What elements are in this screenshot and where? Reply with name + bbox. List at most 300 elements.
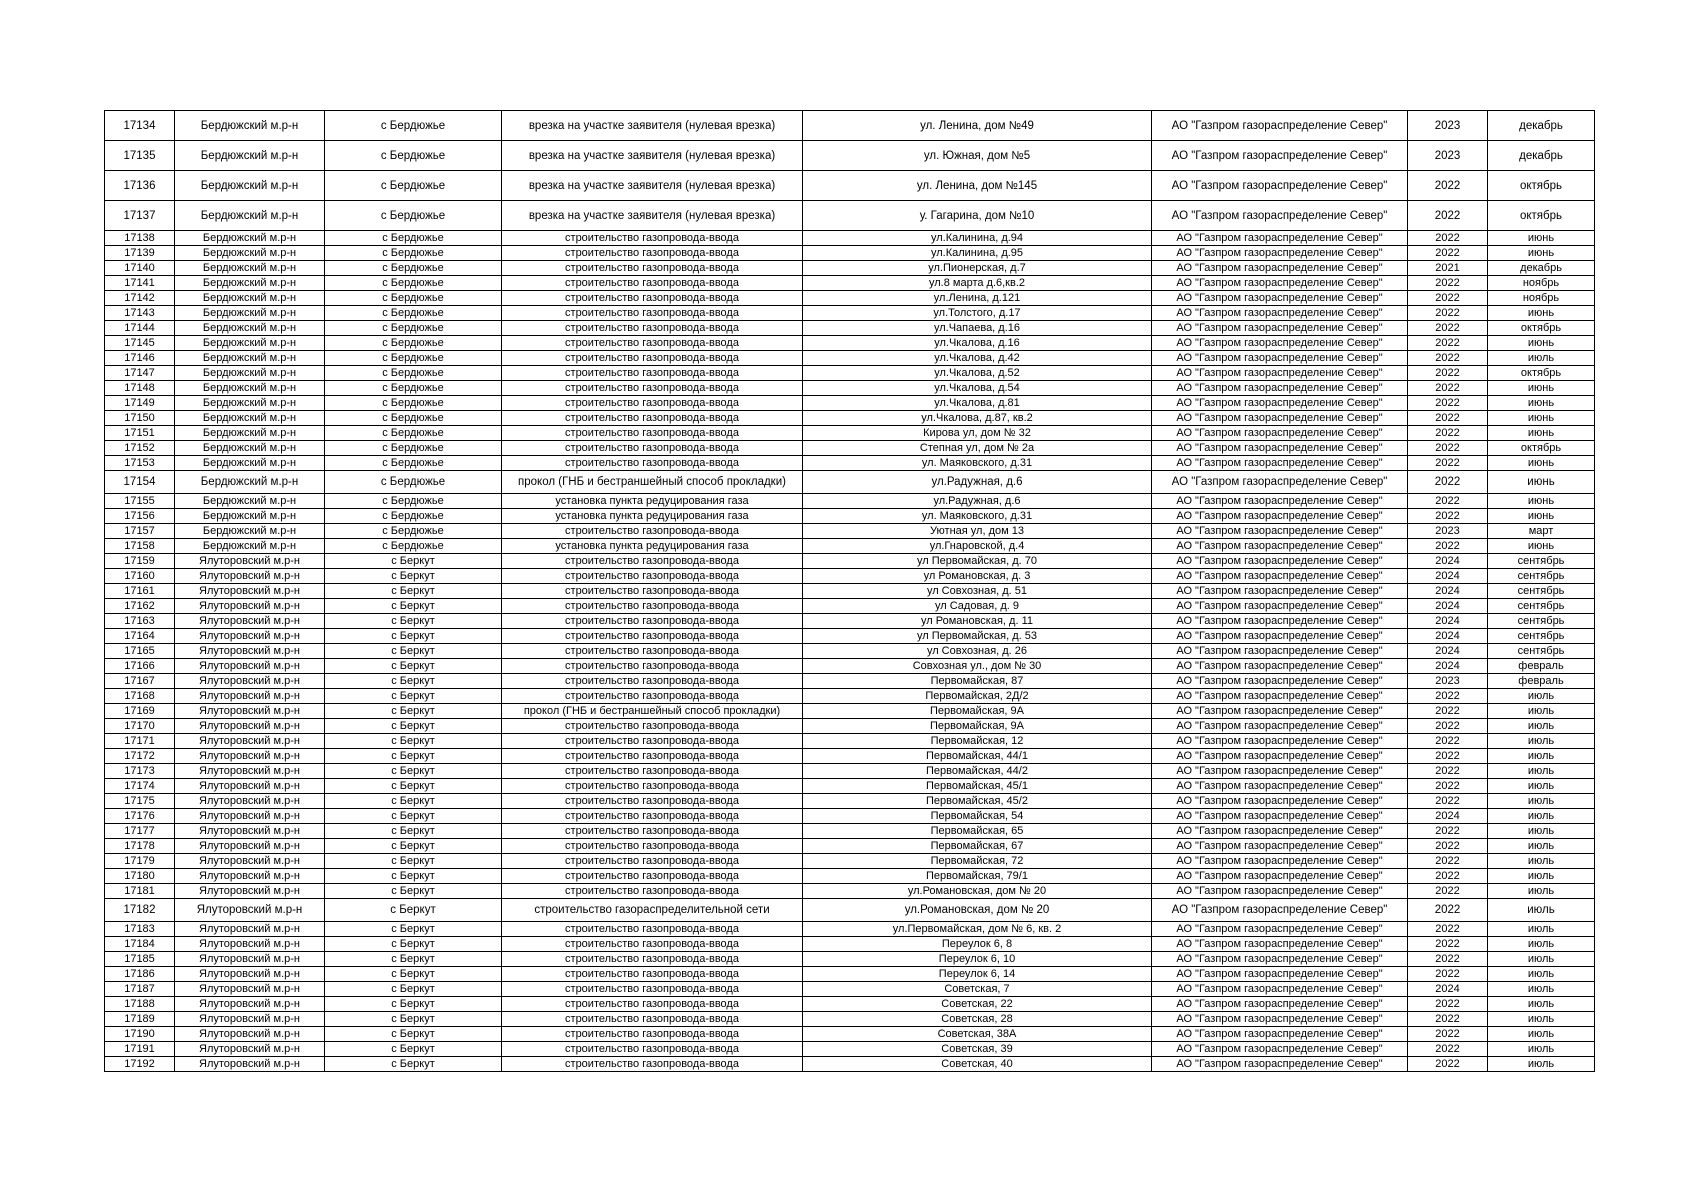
cell-month: июль <box>1488 922 1595 937</box>
table-row <box>105 674 1595 689</box>
cell-year: 2022 <box>1408 854 1488 869</box>
cell-district: Ялуторовский м.р-н <box>175 899 325 922</box>
cell-month: июль <box>1488 937 1595 952</box>
cell-work-type: строительство газопровода-ввода <box>502 614 803 629</box>
cell-year: 2022 <box>1408 1012 1488 1027</box>
cell-year: 2022 <box>1408 704 1488 719</box>
cell-month: сентябрь <box>1488 599 1595 614</box>
cell-work-type: строительство газопровода-ввода <box>502 524 803 539</box>
cell-work-type: строительство газопровода-ввода <box>502 351 803 366</box>
cell-settlement: с Беркут <box>325 689 502 704</box>
table-row <box>105 779 1595 794</box>
cell-work-type: прокол (ГНБ и бестраншейный способ прокладки) <box>502 471 803 494</box>
cell-district: Бердюжский м.р-н <box>175 366 325 381</box>
cell-address: Советская, 39 <box>803 1042 1152 1057</box>
cell-address: Советская, 28 <box>803 1012 1152 1027</box>
cell-settlement: с Беркут <box>325 854 502 869</box>
cell-work-type: строительство газопровода-ввода <box>502 569 803 584</box>
cell-work-type: строительство газопровода-ввода <box>502 1042 803 1057</box>
table-row <box>105 899 1595 922</box>
cell-district: Бердюжский м.р-н <box>175 381 325 396</box>
cell-work-type: строительство газопровода-ввода <box>502 952 803 967</box>
cell-address: Советская, 22 <box>803 997 1152 1012</box>
cell-year: 2022 <box>1408 201 1488 231</box>
cell-settlement: с Беркут <box>325 1027 502 1042</box>
table-row <box>105 246 1595 261</box>
cell-settlement: с Беркут <box>325 674 502 689</box>
cell-work-type: врезка на участке заявителя (нулевая врезка) <box>502 201 803 231</box>
cell-number: 17174 <box>105 779 175 794</box>
cell-work-type: строительство газопровода-ввода <box>502 884 803 899</box>
cell-number: 17164 <box>105 629 175 644</box>
cell-settlement: с Бердюжье <box>325 456 502 471</box>
cell-address: Первомайская, 72 <box>803 854 1152 869</box>
cell-settlement: с Бердюжье <box>325 141 502 171</box>
cell-settlement: с Беркут <box>325 734 502 749</box>
cell-month: октябрь <box>1488 441 1595 456</box>
table-row <box>105 734 1595 749</box>
cell-year: 2023 <box>1408 111 1488 141</box>
cell-year: 2022 <box>1408 899 1488 922</box>
cell-year: 2024 <box>1408 614 1488 629</box>
cell-work-type: строительство газопровода-ввода <box>502 426 803 441</box>
cell-settlement: с Бердюжье <box>325 261 502 276</box>
cell-settlement: с Беркут <box>325 809 502 824</box>
cell-number: 17188 <box>105 997 175 1012</box>
cell-district: Бердюжский м.р-н <box>175 471 325 494</box>
cell-number: 17165 <box>105 644 175 659</box>
cell-number: 17140 <box>105 261 175 276</box>
cell-settlement: с Бердюжье <box>325 336 502 351</box>
cell-number: 17175 <box>105 794 175 809</box>
cell-district: Ялуторовский м.р-н <box>175 1012 325 1027</box>
cell-district: Ялуторовский м.р-н <box>175 854 325 869</box>
cell-number: 17186 <box>105 967 175 982</box>
cell-number: 17192 <box>105 1057 175 1072</box>
cell-month: июнь <box>1488 231 1595 246</box>
cell-number: 17185 <box>105 952 175 967</box>
table-row <box>105 1012 1595 1027</box>
cell-number: 17191 <box>105 1042 175 1057</box>
cell-work-type: строительство газопровода-ввода <box>502 749 803 764</box>
cell-address: ул.Калинина, д.95 <box>803 246 1152 261</box>
cell-number: 17147 <box>105 366 175 381</box>
cell-number: 17167 <box>105 674 175 689</box>
table-row <box>105 291 1595 306</box>
cell-address: Первомайская, 44/2 <box>803 764 1152 779</box>
cell-year: 2022 <box>1408 779 1488 794</box>
cell-district: Бердюжский м.р-н <box>175 441 325 456</box>
table-row <box>105 366 1595 381</box>
cell-address: ул Первомайская, д. 53 <box>803 629 1152 644</box>
cell-number: 17149 <box>105 396 175 411</box>
cell-organization: АО "Газпром газораспределение Север" <box>1152 539 1408 554</box>
cell-organization: АО "Газпром газораспределение Север" <box>1152 396 1408 411</box>
cell-month: июнь <box>1488 509 1595 524</box>
cell-district: Бердюжский м.р-н <box>175 396 325 411</box>
cell-number: 17142 <box>105 291 175 306</box>
cell-work-type: установка пункта редуцирования газа <box>502 539 803 554</box>
cell-year: 2023 <box>1408 141 1488 171</box>
cell-district: Бердюжский м.р-н <box>175 306 325 321</box>
cell-district: Ялуторовский м.р-н <box>175 809 325 824</box>
cell-address: Советская, 40 <box>803 1057 1152 1072</box>
cell-district: Ялуторовский м.р-н <box>175 922 325 937</box>
cell-number: 17181 <box>105 884 175 899</box>
cell-organization: АО "Газпром газораспределение Север" <box>1152 261 1408 276</box>
cell-work-type: строительство газопровода-ввода <box>502 246 803 261</box>
cell-address: Первомайская, 44/1 <box>803 749 1152 764</box>
cell-district: Бердюжский м.р-н <box>175 539 325 554</box>
cell-district: Ялуторовский м.р-н <box>175 659 325 674</box>
cell-organization: АО "Газпром газораспределение Север" <box>1152 509 1408 524</box>
cell-number: 17145 <box>105 336 175 351</box>
cell-year: 2022 <box>1408 997 1488 1012</box>
table-row <box>105 1042 1595 1057</box>
cell-settlement: с Беркут <box>325 884 502 899</box>
cell-work-type: строительство газопровода-ввода <box>502 276 803 291</box>
table-row <box>105 982 1595 997</box>
cell-work-type: строительство газопровода-ввода <box>502 997 803 1012</box>
cell-number: 17182 <box>105 899 175 922</box>
cell-work-type: строительство газопровода-ввода <box>502 689 803 704</box>
cell-year: 2022 <box>1408 509 1488 524</box>
cell-work-type: прокол (ГНБ и бестраншейный способ прокладки) <box>502 704 803 719</box>
table-row <box>105 261 1595 276</box>
cell-work-type: строительство газопровода-ввода <box>502 854 803 869</box>
cell-work-type: строительство газопровода-ввода <box>502 1012 803 1027</box>
cell-month: июнь <box>1488 396 1595 411</box>
cell-year: 2022 <box>1408 276 1488 291</box>
cell-organization: АО "Газпром газораспределение Север" <box>1152 764 1408 779</box>
cell-year: 2022 <box>1408 794 1488 809</box>
cell-address: ул Первомайская, д. 70 <box>803 554 1152 569</box>
cell-number: 17155 <box>105 494 175 509</box>
cell-number: 17151 <box>105 426 175 441</box>
cell-address: ул.Романовская, дом № 20 <box>803 899 1152 922</box>
cell-number: 17189 <box>105 1012 175 1027</box>
cell-year: 2022 <box>1408 967 1488 982</box>
cell-district: Бердюжский м.р-н <box>175 231 325 246</box>
cell-month: июль <box>1488 1012 1595 1027</box>
cell-district: Бердюжский м.р-н <box>175 291 325 306</box>
cell-year: 2022 <box>1408 456 1488 471</box>
cell-year: 2022 <box>1408 396 1488 411</box>
cell-number: 17190 <box>105 1027 175 1042</box>
cell-address: Уютная ул, дом 13 <box>803 524 1152 539</box>
cell-settlement: с Беркут <box>325 554 502 569</box>
cell-organization: АО "Газпром газораспределение Север" <box>1152 171 1408 201</box>
cell-address: ул.Чкалова, д.16 <box>803 336 1152 351</box>
cell-month: сентябрь <box>1488 554 1595 569</box>
cell-number: 17137 <box>105 201 175 231</box>
cell-district: Ялуторовский м.р-н <box>175 584 325 599</box>
table-row <box>105 719 1595 734</box>
cell-number: 17139 <box>105 246 175 261</box>
cell-organization: АО "Газпром газораспределение Север" <box>1152 276 1408 291</box>
cell-settlement: с Бердюжье <box>325 381 502 396</box>
cell-year: 2024 <box>1408 659 1488 674</box>
cell-year: 2023 <box>1408 674 1488 689</box>
table-row <box>105 644 1595 659</box>
cell-work-type: строительство газораспределительной сети <box>502 899 803 922</box>
cell-organization: АО "Газпром газораспределение Север" <box>1152 494 1408 509</box>
cell-organization: АО "Газпром газораспределение Север" <box>1152 524 1408 539</box>
cell-work-type: строительство газопровода-ввода <box>502 659 803 674</box>
cell-work-type: врезка на участке заявителя (нулевая врезка) <box>502 171 803 201</box>
cell-settlement: с Бердюжье <box>325 231 502 246</box>
table-row <box>105 569 1595 584</box>
cell-organization: АО "Газпром газораспределение Север" <box>1152 1057 1408 1072</box>
cell-settlement: с Бердюжье <box>325 246 502 261</box>
table-row <box>105 704 1595 719</box>
cell-year: 2024 <box>1408 644 1488 659</box>
cell-settlement: с Беркут <box>325 982 502 997</box>
cell-year: 2022 <box>1408 749 1488 764</box>
cell-district: Ялуторовский м.р-н <box>175 764 325 779</box>
cell-organization: АО "Газпром газораспределение Север" <box>1152 809 1408 824</box>
cell-organization: АО "Газпром газораспределение Север" <box>1152 794 1408 809</box>
cell-number: 17168 <box>105 689 175 704</box>
cell-address: ул. Маяковского, д.31 <box>803 456 1152 471</box>
cell-year: 2022 <box>1408 824 1488 839</box>
cell-settlement: с Бердюжье <box>325 111 502 141</box>
cell-organization: АО "Газпром газораспределение Север" <box>1152 426 1408 441</box>
cell-district: Бердюжский м.р-н <box>175 276 325 291</box>
cell-organization: АО "Газпром газораспределение Север" <box>1152 689 1408 704</box>
table-row <box>105 884 1595 899</box>
cell-number: 17173 <box>105 764 175 779</box>
cell-organization: АО "Газпром газораспределение Север" <box>1152 839 1408 854</box>
cell-address: Степная ул, дом № 2а <box>803 441 1152 456</box>
table-row <box>105 659 1595 674</box>
cell-settlement: с Беркут <box>325 794 502 809</box>
cell-settlement: с Беркут <box>325 824 502 839</box>
cell-month: июль <box>1488 1042 1595 1057</box>
cell-address: Первомайская, 45/2 <box>803 794 1152 809</box>
cell-district: Бердюжский м.р-н <box>175 261 325 276</box>
cell-work-type: строительство газопровода-ввода <box>502 1057 803 1072</box>
cell-month: июль <box>1488 899 1595 922</box>
cell-work-type: строительство газопровода-ввода <box>502 599 803 614</box>
cell-address: ул.Чкалова, д.54 <box>803 381 1152 396</box>
table-row <box>105 171 1595 201</box>
cell-work-type: строительство газопровода-ввода <box>502 937 803 952</box>
cell-district: Ялуторовский м.р-н <box>175 719 325 734</box>
table-row <box>105 201 1595 231</box>
cell-number: 17150 <box>105 411 175 426</box>
cell-district: Бердюжский м.р-н <box>175 509 325 524</box>
cell-district: Ялуторовский м.р-н <box>175 839 325 854</box>
cell-work-type: строительство газопровода-ввода <box>502 336 803 351</box>
cell-address: Переулок 6, 10 <box>803 952 1152 967</box>
table-row <box>105 937 1595 952</box>
cell-year: 2022 <box>1408 839 1488 854</box>
cell-number: 17161 <box>105 584 175 599</box>
cell-organization: АО "Газпром газораспределение Север" <box>1152 614 1408 629</box>
cell-settlement: с Беркут <box>325 704 502 719</box>
cell-month: октябрь <box>1488 321 1595 336</box>
cell-month: июль <box>1488 884 1595 899</box>
cell-year: 2022 <box>1408 426 1488 441</box>
table-row <box>105 1057 1595 1072</box>
cell-year: 2024 <box>1408 629 1488 644</box>
cell-year: 2022 <box>1408 719 1488 734</box>
cell-district: Ялуторовский м.р-н <box>175 749 325 764</box>
cell-address: Первомайская, 67 <box>803 839 1152 854</box>
cell-settlement: с Беркут <box>325 569 502 584</box>
cell-number: 17166 <box>105 659 175 674</box>
cell-organization: АО "Газпром газораспределение Север" <box>1152 922 1408 937</box>
cell-settlement: с Беркут <box>325 922 502 937</box>
cell-district: Ялуторовский м.р-н <box>175 937 325 952</box>
cell-work-type: строительство газопровода-ввода <box>502 456 803 471</box>
cell-month: июнь <box>1488 494 1595 509</box>
cell-month: сентябрь <box>1488 569 1595 584</box>
cell-number: 17169 <box>105 704 175 719</box>
cell-address: ул.Толстого, д.17 <box>803 306 1152 321</box>
table-row <box>105 869 1595 884</box>
table-row <box>105 764 1595 779</box>
table-row <box>105 539 1595 554</box>
cell-work-type: строительство газопровода-ввода <box>502 967 803 982</box>
cell-address: Переулок 6, 8 <box>803 937 1152 952</box>
cell-address: ул.Романовская, дом № 20 <box>803 884 1152 899</box>
cell-organization: АО "Газпром газораспределение Север" <box>1152 644 1408 659</box>
table-row <box>105 854 1595 869</box>
table-row <box>105 381 1595 396</box>
cell-number: 17148 <box>105 381 175 396</box>
cell-month: февраль <box>1488 659 1595 674</box>
cell-address: ул Совхозная, д. 26 <box>803 644 1152 659</box>
cell-settlement: с Бердюжье <box>325 539 502 554</box>
cell-month: июнь <box>1488 306 1595 321</box>
cell-address: Первомайская, 9А <box>803 719 1152 734</box>
cell-address: Совхозная ул., дом № 30 <box>803 659 1152 674</box>
cell-year: 2021 <box>1408 261 1488 276</box>
cell-organization: АО "Газпром газораспределение Север" <box>1152 779 1408 794</box>
cell-address: Первомайская, 12 <box>803 734 1152 749</box>
cell-settlement: с Бердюжье <box>325 366 502 381</box>
cell-work-type: строительство газопровода-ввода <box>502 734 803 749</box>
table-row <box>105 111 1595 141</box>
table-row <box>105 276 1595 291</box>
cell-work-type: строительство газопровода-ввода <box>502 396 803 411</box>
cell-settlement: с Бердюжье <box>325 351 502 366</box>
cell-year: 2022 <box>1408 922 1488 937</box>
table-row <box>105 471 1595 494</box>
cell-district: Бердюжский м.р-н <box>175 171 325 201</box>
cell-district: Бердюжский м.р-н <box>175 494 325 509</box>
cell-organization: АО "Газпром газораспределение Север" <box>1152 321 1408 336</box>
cell-year: 2022 <box>1408 937 1488 952</box>
cell-year: 2024 <box>1408 569 1488 584</box>
cell-district: Ялуторовский м.р-н <box>175 1042 325 1057</box>
cell-year: 2022 <box>1408 381 1488 396</box>
table-row <box>105 351 1595 366</box>
cell-settlement: с Беркут <box>325 599 502 614</box>
cell-year: 2022 <box>1408 734 1488 749</box>
cell-number: 17184 <box>105 937 175 952</box>
cell-organization: АО "Газпром газораспределение Север" <box>1152 997 1408 1012</box>
cell-organization: АО "Газпром газораспределение Север" <box>1152 704 1408 719</box>
cell-district: Бердюжский м.р-н <box>175 141 325 171</box>
cell-organization: АО "Газпром газораспределение Север" <box>1152 201 1408 231</box>
cell-year: 2022 <box>1408 366 1488 381</box>
cell-month: июль <box>1488 764 1595 779</box>
cell-settlement: с Беркут <box>325 584 502 599</box>
cell-year: 2022 <box>1408 336 1488 351</box>
cell-work-type: строительство газопровода-ввода <box>502 794 803 809</box>
cell-address: ул.Чкалова, д.52 <box>803 366 1152 381</box>
cell-organization: АО "Газпром газораспределение Север" <box>1152 554 1408 569</box>
cell-number: 17160 <box>105 569 175 584</box>
cell-settlement: с Бердюжье <box>325 494 502 509</box>
cell-work-type: строительство газопровода-ввода <box>502 231 803 246</box>
table-row <box>105 336 1595 351</box>
cell-address: ул. Ленина, дом №49 <box>803 111 1152 141</box>
cell-district: Ялуторовский м.р-н <box>175 629 325 644</box>
table-row <box>105 689 1595 704</box>
table-row <box>105 952 1595 967</box>
cell-organization: АО "Газпром газораспределение Север" <box>1152 659 1408 674</box>
cell-district: Бердюжский м.р-н <box>175 111 325 141</box>
cell-number: 17152 <box>105 441 175 456</box>
cell-year: 2022 <box>1408 869 1488 884</box>
cell-organization: АО "Газпром газораспределение Север" <box>1152 937 1408 952</box>
cell-month: июль <box>1488 794 1595 809</box>
cell-settlement: с Бердюжье <box>325 201 502 231</box>
cell-work-type: строительство газопровода-ввода <box>502 629 803 644</box>
cell-year: 2024 <box>1408 584 1488 599</box>
cell-address: ул. Ленина, дом №145 <box>803 171 1152 201</box>
cell-district: Ялуторовский м.р-н <box>175 734 325 749</box>
cell-organization: АО "Газпром газораспределение Север" <box>1152 441 1408 456</box>
cell-settlement: с Бердюжье <box>325 441 502 456</box>
cell-number: 17183 <box>105 922 175 937</box>
cell-work-type: строительство газопровода-ввода <box>502 824 803 839</box>
cell-organization: АО "Газпром газораспределение Север" <box>1152 306 1408 321</box>
cell-month: июль <box>1488 824 1595 839</box>
cell-district: Бердюжский м.р-н <box>175 246 325 261</box>
cell-work-type: строительство газопровода-ввода <box>502 441 803 456</box>
cell-organization: АО "Газпром газораспределение Север" <box>1152 291 1408 306</box>
cell-address: Первомайская, 79/1 <box>803 869 1152 884</box>
cell-organization: АО "Газпром газораспределение Север" <box>1152 381 1408 396</box>
cell-month: сентябрь <box>1488 644 1595 659</box>
cell-settlement: с Бердюжье <box>325 276 502 291</box>
cell-number: 17180 <box>105 869 175 884</box>
cell-year: 2022 <box>1408 246 1488 261</box>
cell-month: декабрь <box>1488 111 1595 141</box>
cell-address: Советская, 38А <box>803 1027 1152 1042</box>
cell-district: Ялуторовский м.р-н <box>175 967 325 982</box>
table-row <box>105 839 1595 854</box>
cell-address: ул.Калинина, д.94 <box>803 231 1152 246</box>
table-row <box>105 997 1595 1012</box>
cell-month: декабрь <box>1488 141 1595 171</box>
cell-number: 17179 <box>105 854 175 869</box>
cell-settlement: с Бердюжье <box>325 171 502 201</box>
cell-month: июнь <box>1488 336 1595 351</box>
table-row <box>105 396 1595 411</box>
table-row <box>105 426 1595 441</box>
cell-address: ул.Чапаева, д.16 <box>803 321 1152 336</box>
cell-organization: АО "Газпром газораспределение Север" <box>1152 952 1408 967</box>
cell-month: июль <box>1488 734 1595 749</box>
cell-address: ул.Чкалова, д.87, кв.2 <box>803 411 1152 426</box>
cell-number: 17154 <box>105 471 175 494</box>
